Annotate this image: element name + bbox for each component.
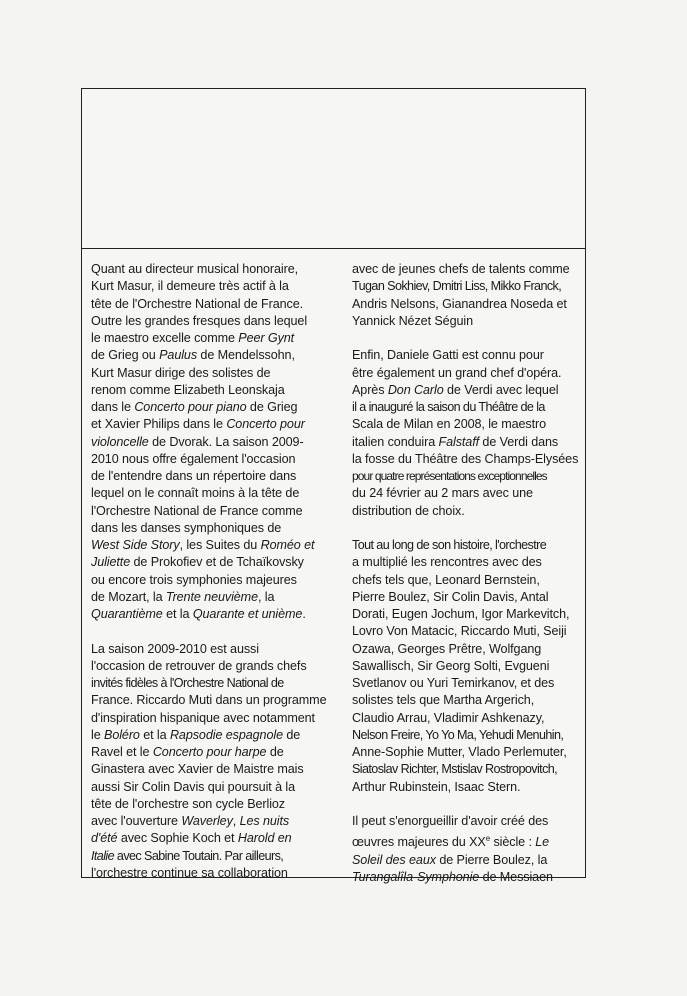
text-segment: Don Carlo bbox=[387, 382, 444, 397]
text-segment: Ravel et le bbox=[91, 745, 153, 759]
text-line bbox=[91, 296, 323, 313]
text-segment: Outre les grandes fresques dans lequel bbox=[91, 313, 308, 328]
text-line bbox=[91, 537, 323, 554]
text-segment: Ginastera avec Xavier de Maistre mais bbox=[91, 762, 304, 777]
text-segment: lequel on le connaît moins à la tête de bbox=[91, 486, 300, 501]
text-segment: l'orchestre continue sa collaboration bbox=[91, 865, 288, 880]
text-segment: , bbox=[232, 814, 240, 828]
text-line bbox=[352, 503, 582, 520]
text-line bbox=[91, 485, 323, 502]
text-segment: ou encore trois symphonies majeures bbox=[91, 572, 297, 587]
text-segment: renom comme Elizabeth Leonskaja bbox=[91, 382, 285, 397]
text-segment: Trente neuvième bbox=[165, 589, 258, 604]
text-segment: avec Sophie Koch et bbox=[117, 831, 238, 846]
text-line bbox=[91, 848, 323, 865]
text-segment: Enfin, Daniele Gatti est connu pour bbox=[352, 348, 544, 363]
text-segment: de bbox=[282, 727, 301, 742]
text-segment: Soleil des eaux bbox=[352, 852, 436, 867]
text-segment: avec l'ouverture bbox=[91, 814, 182, 828]
text-segment: Concerto pour bbox=[226, 417, 305, 432]
text-segment: Waverley bbox=[181, 814, 233, 828]
text-line bbox=[352, 365, 582, 382]
text-segment: dans les danses symphoniques de bbox=[91, 520, 282, 535]
text-segment: Pierre Boulez, Sir Colin Davis, Antal bbox=[352, 589, 549, 604]
text-segment: le bbox=[91, 727, 105, 742]
text-segment: et Xavier Philips dans le bbox=[91, 417, 227, 432]
paragraph-gap bbox=[352, 330, 582, 347]
text-line bbox=[91, 313, 323, 330]
text-segment: chefs tels que, Leonard Bernstein, bbox=[352, 572, 540, 587]
text-line bbox=[352, 468, 582, 485]
text-line bbox=[352, 710, 582, 727]
text-line bbox=[91, 416, 323, 433]
text-line bbox=[91, 658, 323, 675]
text-line bbox=[352, 830, 582, 851]
text-line bbox=[91, 641, 323, 658]
text-line bbox=[91, 572, 323, 589]
text-segment: avec de jeunes chefs de talents comme bbox=[352, 262, 570, 276]
text-line bbox=[91, 744, 323, 761]
text-segment: Ozawa, Georges Prêtre, Wolfgang bbox=[352, 641, 542, 656]
text-line bbox=[91, 330, 323, 347]
text-segment: Peer Gynt bbox=[238, 331, 295, 345]
text-line bbox=[352, 727, 582, 744]
text-line bbox=[91, 796, 323, 813]
text-segment: l'occasion de retrouver de grands chefs bbox=[91, 658, 307, 673]
text-segment: West Side Story bbox=[91, 538, 180, 552]
text-line bbox=[352, 554, 582, 571]
text-segment: Yannick Nézet Séguin bbox=[352, 313, 473, 328]
text-segment: tête de l'orchestre son cycle Berlioz bbox=[91, 796, 286, 811]
text-segment: Rapsodie espagnole bbox=[169, 727, 283, 742]
text-line bbox=[91, 606, 323, 623]
text-line bbox=[352, 382, 582, 399]
text-segment: Quant au directeur musical honoraire, bbox=[91, 262, 299, 276]
text-line bbox=[352, 852, 582, 869]
text-line bbox=[91, 261, 323, 278]
text-line bbox=[352, 692, 582, 709]
text-segment: de Pierre Boulez, la bbox=[435, 852, 548, 867]
text-segment: d'été bbox=[91, 831, 118, 846]
text-segment: solistes tels que Martha Argerich, bbox=[352, 693, 535, 708]
text-segment: italien conduira bbox=[352, 434, 439, 449]
text-segment: pour quatre représentations exceptionnelles bbox=[352, 469, 547, 483]
text-segment: Les nuits bbox=[239, 814, 290, 828]
text-segment: de Messiaen bbox=[479, 869, 553, 884]
text-segment: du 24 février au 2 mars avec une bbox=[352, 486, 533, 501]
article-column-right bbox=[352, 261, 582, 886]
paragraph bbox=[91, 641, 327, 883]
text-segment: de Dvorak. La saison 2009- bbox=[148, 434, 304, 449]
text-line bbox=[352, 869, 582, 886]
text-line bbox=[352, 416, 582, 433]
paragraph bbox=[352, 261, 582, 330]
text-segment: siècle : bbox=[490, 835, 536, 850]
text-line bbox=[352, 451, 582, 468]
text-line bbox=[91, 451, 323, 468]
text-segment: d'inspiration hispanique avec notamment bbox=[91, 710, 315, 725]
text-line bbox=[352, 399, 582, 416]
paragraph bbox=[352, 347, 582, 520]
text-segment: e bbox=[485, 834, 491, 844]
text-line bbox=[91, 520, 323, 537]
text-segment: Quarante et unième bbox=[192, 607, 303, 621]
text-segment: 2010 nous offre également l'occasion bbox=[91, 451, 296, 466]
text-segment: l'Orchestre National de France comme bbox=[91, 503, 303, 518]
text-segment: Kurt Masur dirige des solistes de bbox=[91, 365, 271, 380]
text-line bbox=[91, 278, 323, 295]
text-segment: Claudio Arrau, Vladimir Ashkenazy, bbox=[352, 710, 545, 725]
text-segment: le maestro excelle comme bbox=[91, 331, 239, 345]
text-segment: Falstaff bbox=[438, 434, 480, 449]
text-line bbox=[352, 623, 582, 640]
text-segment: de Prokofiev et de Tchaïkovsky bbox=[130, 555, 304, 570]
text-segment: Kurt Masur, il demeure très actif à la bbox=[91, 279, 289, 294]
text-segment: Tugan Sokhiev, Dmitri Liss, Mikko Franck, bbox=[352, 279, 562, 294]
text-segment: Scala de Milan en 2008, le maestro bbox=[352, 417, 547, 432]
text-segment: Après bbox=[352, 382, 388, 397]
text-line bbox=[91, 468, 323, 485]
text-segment: de l'entendre dans un répertoire dans bbox=[91, 469, 297, 483]
text-segment: Svetlanov ou Yuri Temirkanov, et des bbox=[352, 676, 555, 690]
paragraph bbox=[352, 537, 582, 796]
text-line bbox=[91, 692, 327, 709]
text-segment: œuvres majeures du XX bbox=[352, 835, 486, 850]
text-segment: La saison 2009-2010 est aussi bbox=[91, 641, 259, 656]
text-segment: Boléro bbox=[104, 727, 140, 742]
text-line bbox=[352, 278, 582, 295]
text-line bbox=[91, 675, 323, 692]
paragraph-gap bbox=[352, 520, 582, 537]
text-segment: Anne-Sophie Mutter, Vlado Perlemuter, bbox=[352, 745, 567, 759]
text-segment: de Mendelssohn, bbox=[197, 348, 295, 363]
text-segment: Le bbox=[535, 835, 550, 850]
text-segment: être également un grand chef d'opéra. bbox=[352, 365, 562, 380]
text-segment: Harold en bbox=[237, 831, 292, 846]
text-segment: Concerto pour harpe bbox=[152, 745, 267, 759]
text-segment: a multiplié les rencontres avec des bbox=[352, 555, 542, 570]
text-line bbox=[91, 779, 323, 796]
text-line bbox=[91, 347, 323, 364]
text-line bbox=[352, 261, 582, 278]
text-segment: Dorati, Eugen Jochum, Igor Markevitch, bbox=[352, 607, 570, 621]
text-segment: invités fidèles à l'Orchestre National de bbox=[91, 676, 284, 690]
text-line bbox=[352, 589, 582, 606]
text-segment: de Mozart, la bbox=[91, 589, 166, 604]
text-segment: la fosse du Théâtre des Champs-Elysées bbox=[352, 451, 579, 466]
text-segment: . bbox=[302, 607, 306, 621]
text-segment: de bbox=[266, 745, 284, 759]
article-column-left bbox=[91, 261, 327, 882]
text-segment: Arthur Rubinstein, Isaac Stern. bbox=[352, 779, 521, 794]
text-segment: Roméo et bbox=[260, 538, 315, 552]
text-segment: Quarantième bbox=[91, 607, 163, 621]
text-line bbox=[352, 779, 582, 796]
text-line bbox=[91, 589, 323, 606]
text-segment: France. Riccardo Muti dans un programme bbox=[91, 693, 327, 708]
paragraph bbox=[352, 813, 582, 886]
text-segment: avec Sabine Toutain. Par ailleurs, bbox=[114, 848, 284, 863]
image-placeholder-box bbox=[82, 89, 585, 249]
text-segment: Tout au long de son histoire, l'orchestre bbox=[352, 538, 547, 552]
text-segment: aussi Sir Colin Davis qui poursuit à la bbox=[91, 779, 295, 794]
text-line bbox=[91, 865, 323, 882]
text-segment: Italie bbox=[91, 848, 115, 863]
text-line bbox=[91, 503, 323, 520]
text-segment: et la bbox=[162, 607, 193, 621]
text-line bbox=[91, 813, 323, 830]
text-line bbox=[352, 606, 582, 623]
text-line bbox=[91, 382, 323, 399]
text-line bbox=[352, 347, 582, 364]
text-line bbox=[91, 434, 323, 451]
text-line bbox=[352, 537, 582, 554]
text-line bbox=[352, 675, 582, 692]
text-segment: Paulus bbox=[159, 348, 198, 363]
text-line bbox=[352, 744, 582, 761]
text-segment: Concerto pour piano bbox=[134, 400, 247, 414]
text-segment: Lovro Von Matacic, Riccardo Muti, Seiji bbox=[352, 624, 567, 639]
text-segment: de Verdi avec lequel bbox=[443, 382, 559, 397]
text-segment: Juliette bbox=[91, 555, 131, 570]
text-line bbox=[352, 813, 582, 830]
text-line bbox=[352, 641, 582, 658]
text-line bbox=[91, 365, 323, 382]
text-segment: , la bbox=[257, 589, 275, 604]
text-segment: distribution de choix. bbox=[352, 503, 465, 518]
text-line bbox=[91, 399, 323, 416]
text-line bbox=[352, 572, 582, 589]
text-line bbox=[91, 830, 323, 847]
text-segment: Nelson Freire, Yo Yo Ma, Yehudi Menuhin, bbox=[352, 727, 564, 742]
paragraph-gap bbox=[91, 623, 323, 640]
text-segment: tête de l'Orchestre National de France. bbox=[91, 296, 304, 311]
text-line bbox=[352, 434, 582, 451]
text-line bbox=[352, 658, 582, 675]
text-segment: Siatoslav Richter, Mstislav Rostropovitch, bbox=[352, 762, 558, 777]
text-segment: violoncelle bbox=[91, 434, 149, 449]
text-segment: de Verdi dans bbox=[479, 434, 559, 449]
text-segment: Il peut s'enorgueillir d'avoir créé des bbox=[352, 814, 549, 828]
text-segment: et la bbox=[139, 727, 170, 742]
text-line bbox=[91, 710, 323, 727]
text-line bbox=[352, 761, 582, 778]
text-segment: Turangalîla-Symphonie bbox=[352, 869, 480, 884]
text-line bbox=[352, 296, 582, 313]
text-line bbox=[91, 727, 323, 744]
text-segment: dans le bbox=[91, 400, 135, 414]
text-segment: de Grieg bbox=[246, 400, 298, 414]
article-frame bbox=[81, 88, 586, 884]
paragraph-gap bbox=[352, 796, 582, 813]
text-segment: , les Suites du bbox=[179, 538, 261, 552]
text-segment: Sawallisch, Sir Georg Solti, Evgueni bbox=[352, 658, 550, 673]
text-segment: Andris Nelsons, Gianandrea Noseda et bbox=[352, 296, 567, 311]
text-line bbox=[352, 313, 582, 330]
text-line bbox=[91, 761, 323, 778]
paragraph bbox=[91, 261, 323, 623]
text-segment: de Grieg ou bbox=[91, 348, 160, 363]
text-line bbox=[91, 554, 323, 571]
text-segment: il a inauguré la saison du Théâtre de la bbox=[352, 400, 545, 414]
text-line bbox=[352, 485, 582, 502]
